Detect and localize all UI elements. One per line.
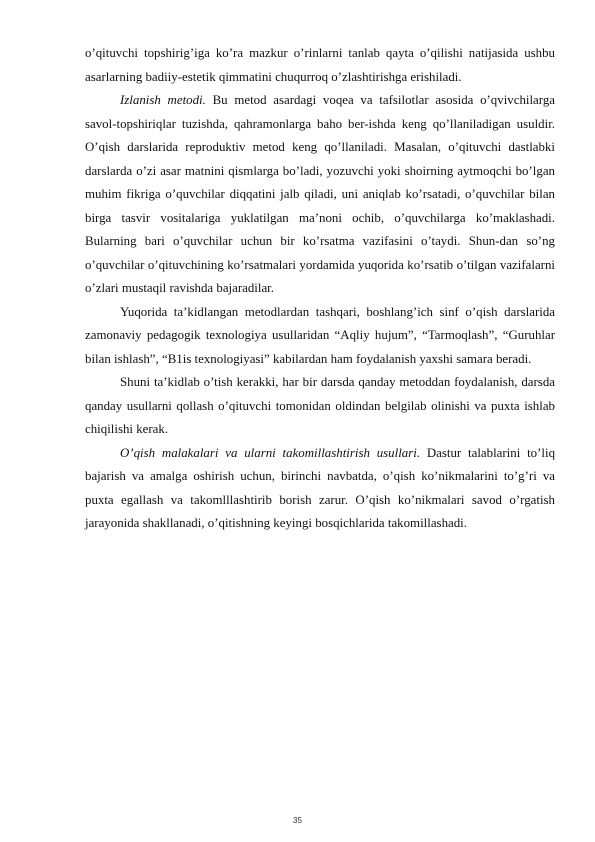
paragraph-3 (85, 301, 555, 372)
paragraph-2-text: Bu metod asardagi voqea va tafsilotlar asosida o’qvivchilarga savol-topshiriqlar tuzishda, qahramonlarga baho ber-ishda keng qo’llaniladigan usuldir. O’qish darslarida reproduktiv metod keng qo’llaniladi. Masalan, o’qituvchi dastlabki darslarda o’zi asar matnini qismlarga bo’ladi, yozuvchi yoki shoirning aytmoqchi bo’lgan muhim fikriga o’quvchilar diqqatini jalb qiladi, uni aniqlab ko’rsatadi, o’quvchilar bilan birga tasvir vositalariga yuklatilgan ma’noni ochib, o’quvchilarga ko’maklashadi. Bularning bari o’quvchilar uchun bir ko’rsatma vazifasini o’taydi. Shun-dan so’ng o’quvchilar o’qituvchining ko’rsatmalari yordamida yuqorida ko’rsatib o’tilgan vazifalarni o’zlari mustaqil ravishda bajaradilar. (85, 93, 556, 295)
paragraph-2 (85, 89, 555, 301)
paragraph-5-text: Dastur talablarini to’liq bajarish va amalga oshirish uchun, birinchi navbatda, o’qish ko’nikmalarini to’g’ri va puxta egallash va takomlllashtirib borish zarur. O’qish ko’nikmalari savod o’rgatish jarayonida shakllanadi, o’qitishning keyingi bosqichlarida takomillashadi. (85, 445, 556, 530)
paragraph-4-text: Shuni ta’kidlab o’tish kerakki, har bir darsda qanday metoddan foydalanish, darsda qanday usullarni qollash o’qituvchi tomonidan oldindan belgilab olinishi va puxta ishlab chiqilishi kerak. (85, 375, 555, 436)
paragraph-1-text: o’qituvchi topshirig’iga ko’ra mazkur o’rinlarni tanlab qayta o’qilishi natijasida ushbu asarlarning badiiy-estetik qimmatini chuqurroq o’zlashtirishga erishiladi. (85, 46, 555, 84)
paragraph-4 (85, 371, 555, 442)
paragraph-5-heading: O’qish malakalari va ularni takomillashtirish usullari. (120, 445, 421, 460)
body-text (85, 42, 555, 536)
paragraph-2-heading: Izlanish metodi. (120, 93, 206, 107)
paragraph-3-text: Yuqorida ta’kidlangan metodlardan tashqari, boshlang’ich sinf o’qish darslarida zamonaviy pedagogik texnologiya usullaridan “Aqliy hujum”, “Tarmoqlash”, “Guruhlar bilan ishlash”, “B1is texnologiyasi” kabilardan ham foydalanish yaxshi samara beradi. (85, 304, 555, 366)
page-number: 35 (293, 816, 302, 825)
paragraph-1 (85, 42, 555, 89)
paragraph-5 (85, 442, 555, 536)
